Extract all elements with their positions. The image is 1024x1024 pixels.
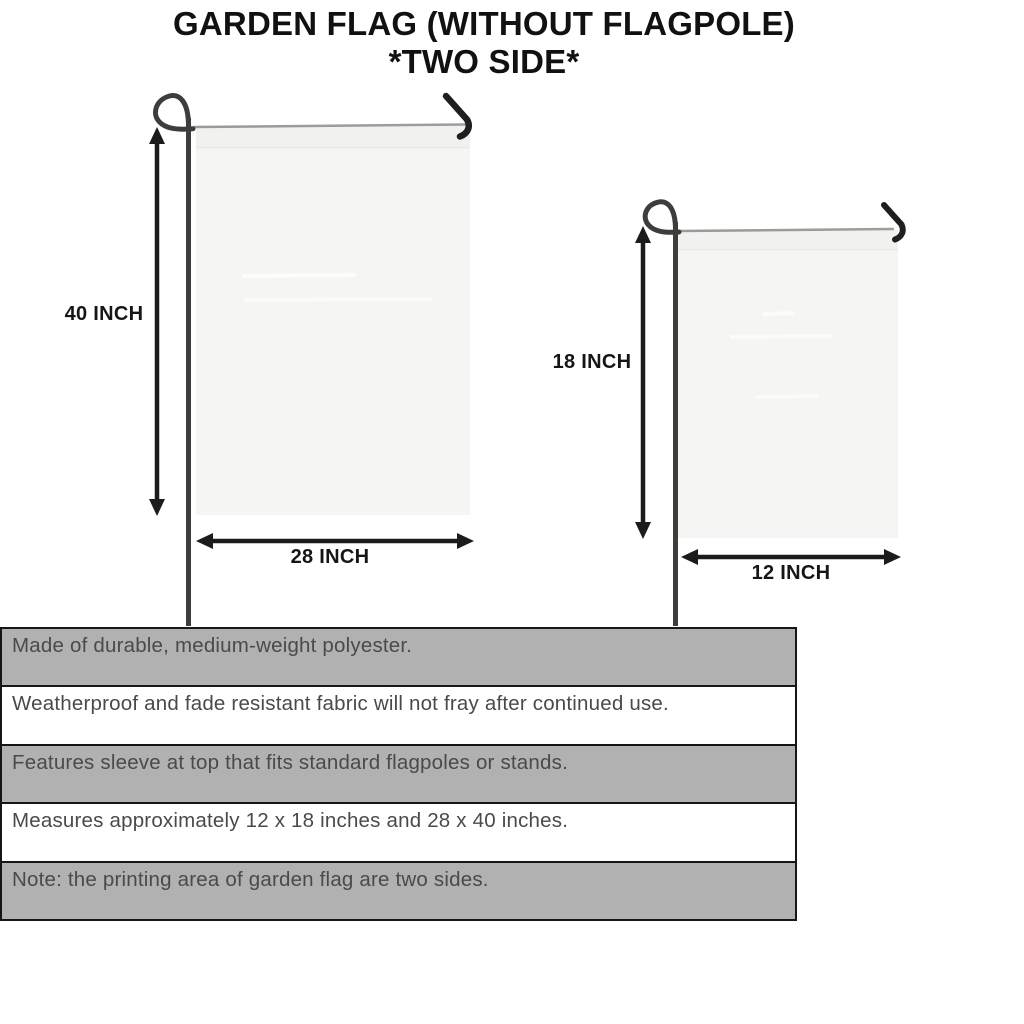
fabric-highlight [756, 396, 818, 397]
small-flagpole-loop [645, 202, 679, 232]
small-flag-height-arrow [635, 226, 651, 539]
small-flag-fabric [678, 230, 898, 538]
fabric-highlight [730, 336, 833, 337]
small-flag-height-label: 18 INCH [552, 351, 632, 373]
feature-row: Made of durable, medium-weight polyester. [2, 629, 795, 687]
large-flag-height-arrow [149, 127, 165, 516]
feature-row: Weatherproof and fade resistant fabric will not fray after continued use. [2, 687, 795, 745]
large-flag-height-label: 40 INCH [64, 303, 144, 325]
feature-row: Note: the printing area of garden flag are two sides. [2, 863, 795, 919]
large-flag-fabric [196, 126, 470, 515]
large-flag-width-label: 28 INCH [290, 546, 370, 568]
fabric-highlight [244, 299, 432, 300]
feature-row: Features sleeve at top that fits standard flagpoles or stands. [2, 746, 795, 804]
fabric-highlight [763, 313, 795, 314]
page-title-line1: GARDEN FLAG (WITHOUT FLAGPOLE) [173, 5, 795, 42]
features-table [0, 627, 797, 921]
large-flag-sleeve [196, 126, 470, 147]
large-flagpole-loop [155, 96, 193, 130]
fabric-highlight [242, 275, 356, 276]
feature-row: Measures approximately 12 x 18 inches and 28 x 40 inches. [2, 804, 795, 862]
small-flag-sleeve [678, 230, 898, 249]
small-flag-width-label: 12 INCH [751, 562, 831, 584]
page-title-line2: *TWO SIDE* [388, 42, 580, 80]
